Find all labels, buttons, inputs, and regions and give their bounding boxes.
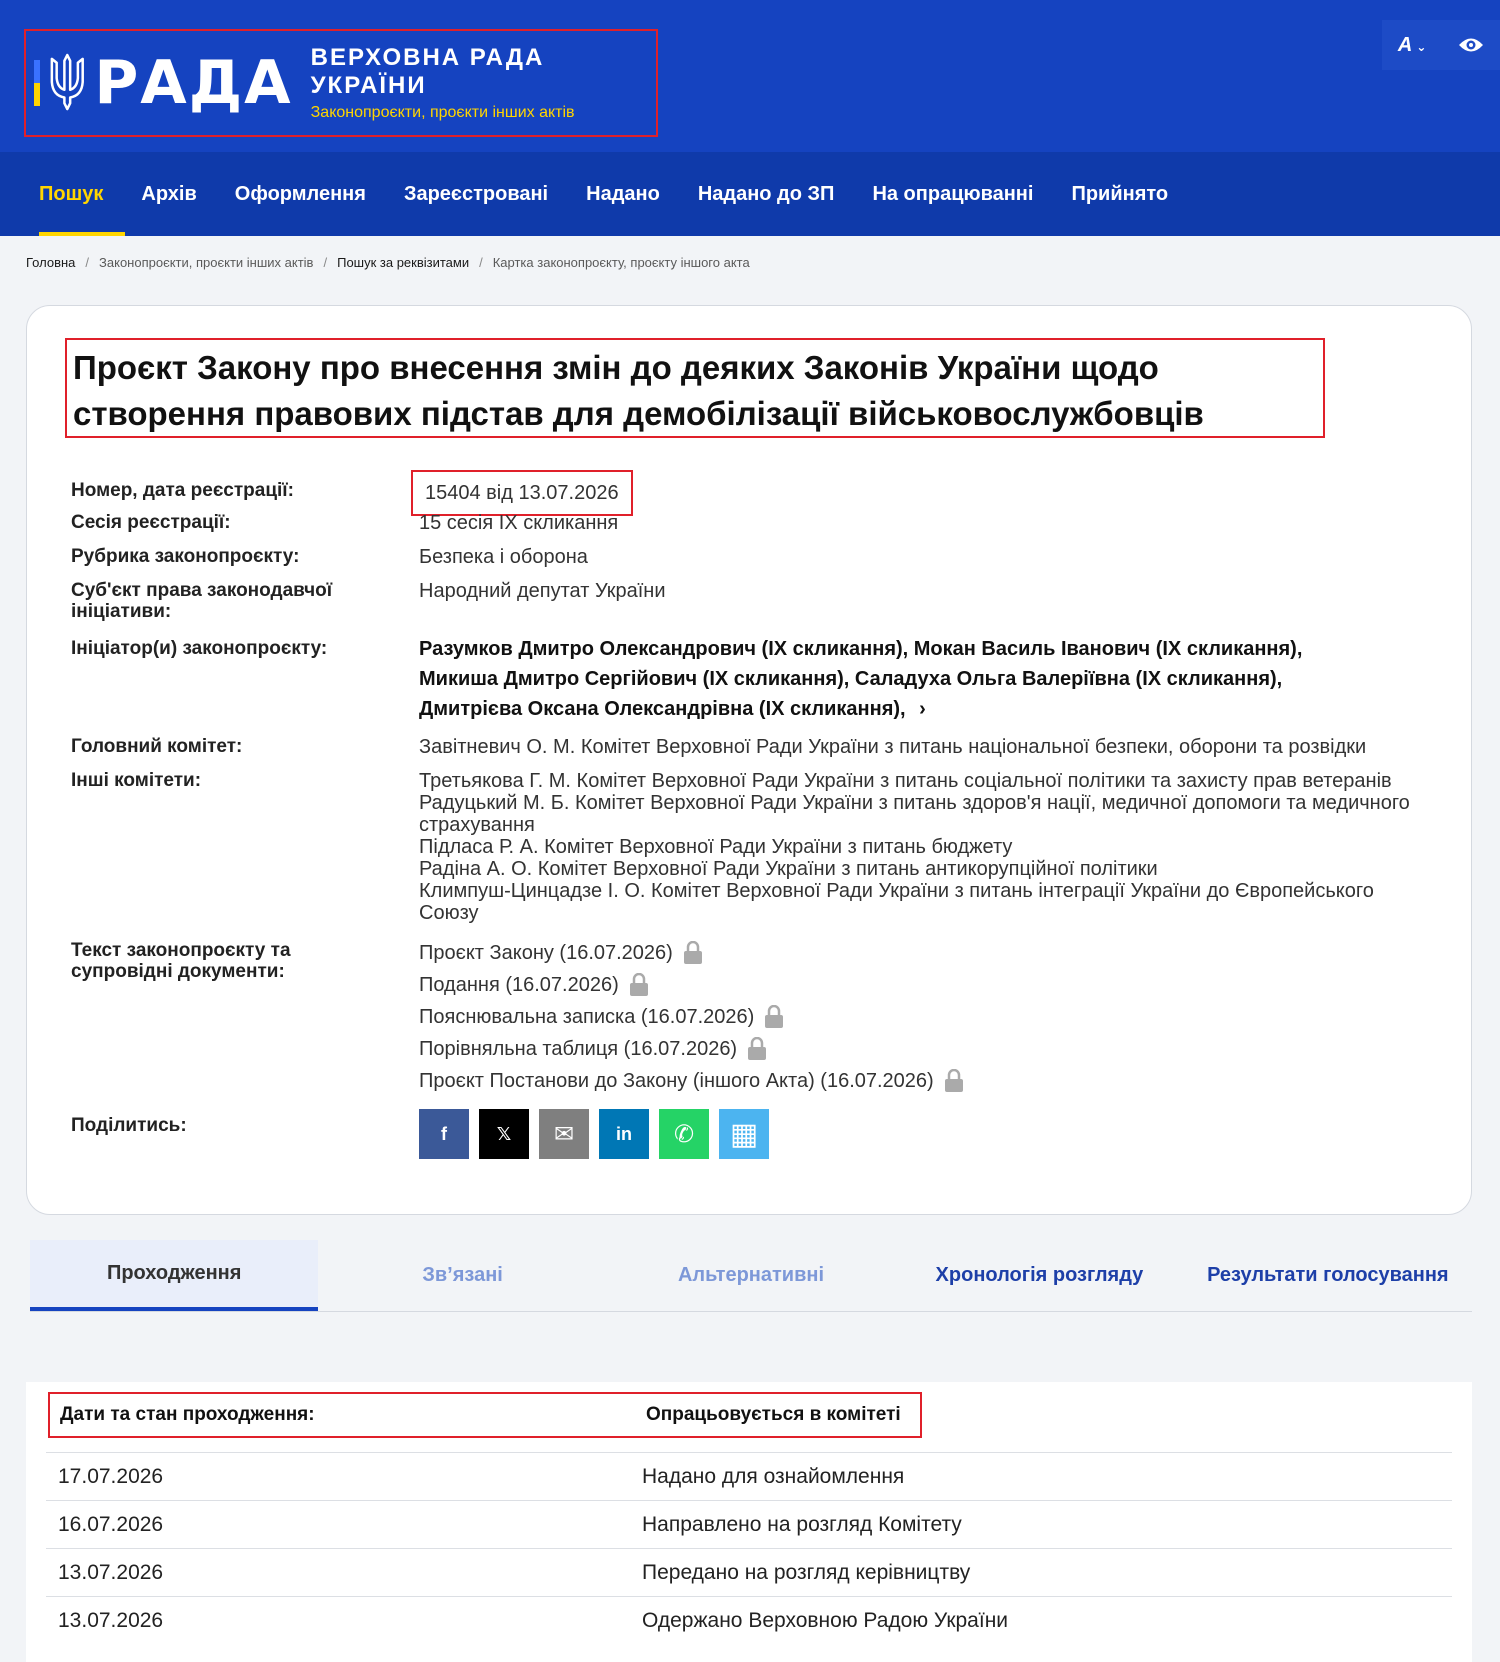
document-item — [419, 969, 964, 1001]
logo-title: ВЕРХОВНА РАДА УКРАЇНИ — [310, 44, 545, 99]
bill-session: 15 сесія IX скликання — [419, 512, 619, 534]
document-link[interactable]: Пояснювальна записка (16.07.2026) — [419, 1006, 755, 1028]
bill-title-box — [65, 338, 1325, 438]
x-icon[interactable]: 𝕏 — [479, 1109, 529, 1159]
email-icon[interactable]: ✉ — [539, 1109, 589, 1159]
row-session — [71, 512, 1451, 546]
row-date: 13.07.2026 — [58, 1560, 164, 1584]
table-row — [46, 1500, 1452, 1548]
committee-item: Підласа Р. А. Комітет Верховної Ради України з питань бюджету — [419, 836, 1013, 858]
site-header — [0, 0, 1500, 152]
passage-panel — [26, 1382, 1472, 1662]
document-link[interactable]: Проєкт Закону (16.07.2026) — [419, 942, 673, 964]
breadcrumb-home[interactable]: Головна — [26, 254, 76, 270]
nav-item-search[interactable]: Пошук — [20, 152, 122, 236]
chevron-right-icon[interactable]: › — [919, 698, 926, 720]
label-initiators: Ініціатор(и) законопроєкту: — [71, 638, 328, 659]
chevron-down-icon: ⌄ — [1416, 39, 1427, 54]
row-other-committees — [71, 770, 1451, 937]
row-initiators — [71, 638, 1451, 736]
label-main-committee: Головний комітет: — [71, 736, 243, 757]
row-date: 17.07.2026 — [58, 1464, 164, 1488]
tab-voting-results[interactable]: Результати голосування — [1207, 1264, 1449, 1286]
table-row — [46, 1452, 1452, 1500]
bill-tabs — [30, 1240, 1472, 1312]
row-date: 13.07.2026 — [58, 1608, 164, 1632]
bill-details — [71, 476, 1451, 1169]
document-item — [419, 937, 964, 969]
header-tools — [1382, 20, 1500, 70]
committee-item: Третьякова Г. М. Комітет Верховної Ради України з питань соціальної політики та захисту прав ветеранів — [419, 770, 1392, 792]
label-share: Поділитись: — [71, 1115, 187, 1136]
qr-code-icon[interactable]: ▦ — [719, 1109, 769, 1159]
committee-item: Радіна А. О. Комітет Верховної Ради України з питань антикорупційної політики — [419, 858, 1158, 880]
passage-header — [48, 1392, 922, 1438]
lock-icon — [629, 973, 649, 997]
label-subject: Суб'єкт права законодавчої ініціативи: — [71, 580, 333, 622]
nav-item-provided-zp[interactable]: Надано до ЗП — [697, 182, 835, 205]
row-state: Передано на розгляд керівництву — [642, 1560, 971, 1584]
committee-item: Климпуш-Цинцадзе І. О. Комітет Верховної Ради України з питань інтеграції України до Європейського Союзу — [419, 880, 1374, 924]
nav-item-provided[interactable]: Надано — [586, 182, 660, 205]
nav-item-adopted[interactable]: Прийнято — [1071, 182, 1169, 205]
row-date: 16.07.2026 — [58, 1512, 164, 1536]
font-size-button[interactable]: A ⌄ — [1397, 33, 1427, 56]
main-nav — [0, 152, 1500, 236]
bill-rubric: Безпека і оборона — [419, 546, 588, 568]
lock-icon — [944, 1069, 964, 1093]
breadcrumb-bills[interactable]: Законопроєкти, проєкти інших актів — [99, 254, 314, 270]
row-main-committee — [71, 736, 1451, 770]
tab-chronology[interactable]: Хронологія розгляду — [935, 1264, 1144, 1286]
bill-number: 15404 від 13.07.2026 — [411, 470, 633, 516]
row-state: Надано для ознайомлення — [642, 1464, 905, 1488]
row-state: Одержано Верховною Радою України — [642, 1608, 1009, 1632]
nav-item-registered[interactable]: Зареєстровані — [403, 182, 549, 205]
label-documents: Текст законопроєкту та супровідні документи: — [71, 940, 291, 982]
committee-item: Радуцький М. Б. Комітет Верховної Ради України з питань здоров'я нації, медичної допомоги та медичного страхування — [419, 792, 1410, 836]
document-item — [419, 1001, 964, 1033]
table-row — [46, 1548, 1452, 1596]
other-committees-list — [419, 770, 1419, 937]
eye-icon[interactable] — [1458, 36, 1484, 54]
document-link[interactable]: Подання (16.07.2026) — [419, 974, 619, 996]
breadcrumb-separator: / — [479, 254, 483, 270]
lock-icon — [683, 941, 703, 965]
tab-alternative[interactable]: Альтернативні — [677, 1264, 825, 1286]
trident-icon — [48, 52, 87, 114]
document-item — [419, 1065, 964, 1097]
row-number — [71, 476, 1451, 512]
facebook-icon[interactable]: f — [419, 1109, 469, 1159]
site-logo[interactable] — [24, 29, 658, 137]
tab-related[interactable]: Зв’язані — [422, 1264, 503, 1286]
bill-initiators — [419, 634, 1379, 736]
breadcrumb-separator: / — [323, 254, 328, 270]
row-share — [71, 1109, 1451, 1169]
documents-list — [419, 937, 964, 1109]
label-rubric: Рубрика законопроєкту: — [71, 546, 300, 567]
row-subject — [71, 580, 1451, 638]
table-row — [46, 1596, 1452, 1644]
nav-item-drafting[interactable]: Оформлення — [234, 182, 366, 205]
document-link[interactable]: Проєкт Постанови до Закону (іншого Акта) (16.07.2026) — [419, 1070, 934, 1092]
tab-passage[interactable]: Проходження — [30, 1240, 318, 1311]
breadcrumb — [0, 236, 1500, 288]
bill-title: Проєкт Закону про внесення змін до деяких Законів України щодо створення правових підстав для демобілізації військовослужбовців — [73, 349, 1204, 432]
row-state: Направлено на розгляд Комітету — [642, 1512, 962, 1536]
whatsapp-icon[interactable]: ✆ — [659, 1109, 709, 1159]
lock-icon — [747, 1037, 767, 1061]
initiators-list[interactable]: Разумков Дмитро Олександрович (IX скликання), Мокан Василь Іванович (IX скликання), Микиша Дмитро Сергійович (IX скликання), Саладуха Ольга Валеріївна (IX скликання), Дмитрієва Оксана Олександрівна (IX скликання), — [419, 638, 1303, 720]
flag-stripe — [34, 60, 40, 106]
label-number: Номер, дата реєстрації: — [71, 480, 294, 501]
row-rubric — [71, 546, 1451, 580]
nav-item-archive[interactable]: Архів — [141, 182, 197, 205]
logo-subtitle: Законопроєкти, проєкти інших актів — [310, 104, 575, 121]
share-buttons — [419, 1109, 769, 1169]
lock-icon — [764, 1005, 784, 1029]
bill-subject: Народний депутат України — [419, 580, 666, 602]
linkedin-icon[interactable]: in — [599, 1109, 649, 1159]
breadcrumb-current: Картка законопроєкту, проєкту іншого акта — [492, 254, 750, 270]
bill-main-committee: Завітневич О. М. Комітет Верховної Ради України з питань національної безпеки, оборони та розвідки — [419, 736, 1367, 758]
passage-header-label: Дати та стан проходження: — [60, 1404, 315, 1425]
bill-card — [26, 305, 1472, 1215]
document-link[interactable]: Порівняльна таблиця (16.07.2026) — [419, 1038, 738, 1060]
nav-item-in-processing[interactable]: На опрацюванні — [872, 182, 1034, 205]
row-documents — [71, 937, 1451, 1109]
logo-word: РАДА — [94, 48, 293, 118]
breadcrumb-search[interactable]: Пошук за реквізитами — [337, 254, 470, 270]
document-item — [419, 1033, 964, 1065]
passage-current-state: Опрацьовується в комітеті — [646, 1404, 901, 1425]
label-session: Сесія реєстрації: — [71, 512, 231, 533]
label-other-committees: Інші комітети: — [71, 770, 202, 791]
breadcrumb-separator: / — [85, 254, 90, 270]
